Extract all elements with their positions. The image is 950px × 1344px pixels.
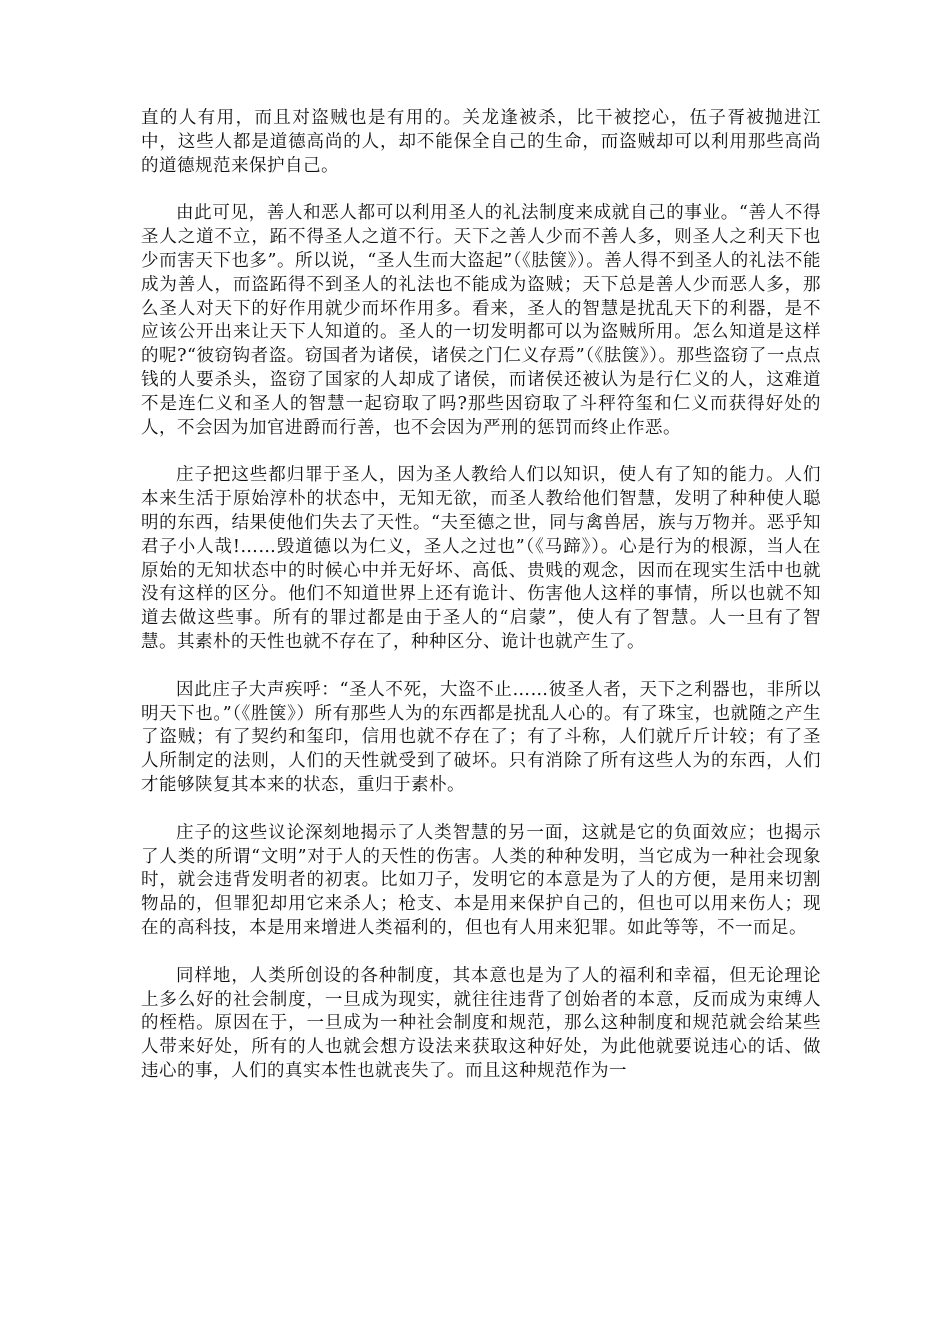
paragraph-4: 因此庄子大声疾呼：“圣人不死，大盗不止……彼圣人者，天下之利器也，非所以明天下也。”（《胜箧》）所有那些人为的东西都是扰乱人心的。有了珠宝，也就随之产生了盗贼；有了契约和玺印，信用也就不存在了；有了斗称，人们就斤斤计较；有了圣人所制定的法则，人们的天性就受到了破坏。只有消除了所有这些人为的东西，人们才能够陕复其本来的状态，重归于素朴。 (141, 679, 821, 795)
paragraph-1: 直的人有用，而且对盗贼也是有用的。关龙逢被杀，比干被挖心，伍子胥被抛进江中，这些人都是道德高尚的人，却不能保全自己的生命，而盗贼却可以利用那些高尚的道德规范来保护自己。 (141, 108, 821, 176)
paragraph-6: 同样地，人类所创设的各种制度，其本意也是为了人的福利和幸福，但无论理论上多么好的社会制度，一旦成为现实，就往往违背了创始者的本意，反而成为束缚人的桎梏。原因在于，一旦成为一种社会制度和规范，那么这种制度和规范就会给某些人带来好处，所有的人也就会想方设法来获取这种好处，为此他就要说违心的话、做违心的事，人们的真实本性也就丧失了。而且这种规范作为一 (141, 965, 821, 1081)
document-page (141, 107, 821, 1108)
paragraph-3: 庄子把这些都归罪于圣人，因为圣人教给人们以知识，使人有了知的能力。人们本来生活于原始淳朴的状态中，无知无欲，而圣人教给他们智慧，发明了种种使人聪明的东西，结果使他们失去了天性。“夫至德之世，同与禽兽居，族与万物并。恶乎知君子小人哉!……毁道德以为仁义，圣人之过也”（《马蹄》）。心是行为的根源，当人在原始的无知状态中的时候心中并无好坏、高低、贵贱的观念，因而在现实生活中也就没有这样的区分。他们不知道世界上还有诡计、伤害他人这样的事情，所以也就不知道去做这些事。所有的罪过都是由于圣人的“启蒙”，使人有了智慧。人一旦有了智慧。其素朴的天性也就不存在了，种种区分、诡计也就产生了。 (141, 465, 821, 652)
paragraph-2: 由此可见，善人和恶人都可以利用圣人的礼法制度来成就自己的事业。“善人不得圣人之道不立，跖不得圣人之道不行。天下之善人少而不善人多，则圣人之利天下也少而害天下也多”。所以说，“圣人生而大盗起”（《胠箧》）。善人得不到圣人的礼法不能成为善人，而盗跖得不到圣人的礼法也不能成为盗贼；天下总是善人少而恶人多，那么圣人对天下的好作用就少而坏作用多。看来，圣人的智慧是扰乱天下的利器，是不应该公开出来让天下人知道的。圣人的一切发明都可以为盗贼所用。怎么知道是这样的呢?“彼窃钩者盗。窃国者为诸侯，诸侯之门仁义存焉”（《胠箧》）。那些盗窃了一点点钱的人要杀头，盗窃了国家的人却成了诸侯，而诸侯还被认为是行仁义的人，这难道不是连仁义和圣人的智慧一起窃取了吗?那些因窃取了斗秤符玺和仁义而获得好处的人，不会因为加官进爵而行善，也不会因为严刑的惩罚而终止作恶。 (141, 203, 821, 438)
paragraph-5: 庄子的这些议论深刻地揭示了人类智慧的另一面，这就是它的负面效应；也揭示了人类的所谓“文明”对于人的天性的伤害。人类的种种发明，当它成为一种社会现象时，就会违背发明者的初衷。比如刀子，发明它的本意是为了人的方便，是用来切割物品的，但罪犯却用它来杀人；枪支、本是用来保护自己的，但也可以用来伤人；现在的高科技，本是用来增进人类福利的，但也有人用来犯罪。如此等等，不一而足。 (141, 822, 821, 938)
